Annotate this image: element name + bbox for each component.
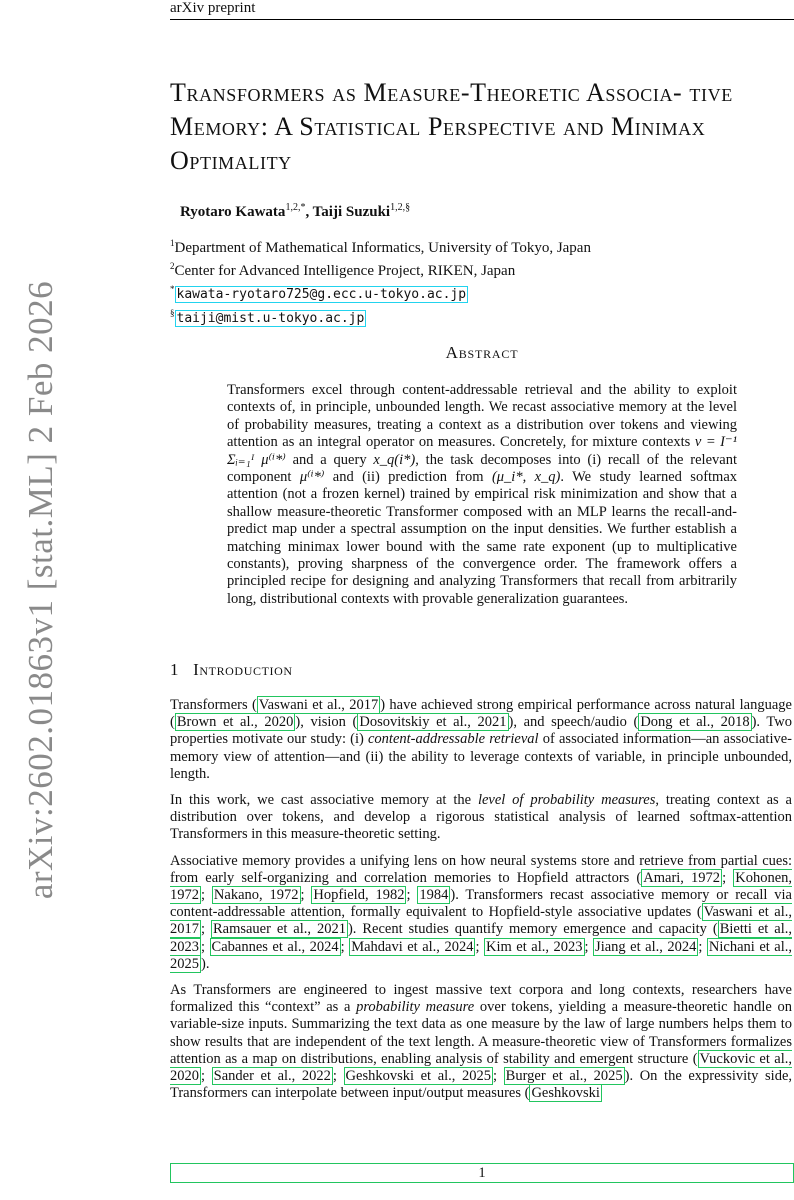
p2-emphasis: level of probability measures (477, 792, 656, 809)
p1-text: of associated information—an associative-memory view of attention—and (ii) the ability to leverage contexts of variable, in principle unbounded, length. (170, 731, 792, 782)
abstract-math-pair: (μ_i*, x_q) (491, 469, 561, 486)
p1-text: ). Two properties motivate our study: (i) (170, 714, 792, 748)
p3-text: ; (584, 938, 594, 955)
paragraph-3 (170, 853, 792, 973)
affiliation-1: Department of Mathematical Informatics, University of Tokyo, Japan (174, 240, 591, 256)
author-1: Ryotaro Kawata (180, 204, 286, 220)
p1-text: ), vision ( (295, 714, 358, 731)
p3-text: ; (300, 887, 312, 904)
p3-text: ). (201, 955, 210, 972)
p1-text: Transformers ( (170, 697, 257, 713)
p3-text: ; (201, 938, 210, 955)
header-rule (170, 19, 794, 20)
email2-mark: § (170, 308, 175, 318)
citation-link[interactable]: Jiang et al., 2024 (595, 938, 697, 955)
p4-text: ). On the expressivity side, Transformers can interpolate between input/output measures ( (170, 1068, 793, 1102)
p4-text: ; (493, 1068, 504, 1085)
aff1-mark: 1 (170, 238, 175, 248)
p3-text: ). Transformers recast associative memory or recall via content-addressable attention, formally equivalent to Hopfield-style associative updates ( (170, 887, 792, 921)
email-link-suzuki[interactable]: taiji@mist.u-tokyo.ac.jp (176, 311, 365, 326)
p1-text: ), and speech/audio ( (508, 714, 639, 731)
citation-link[interactable]: Dong et al., 2018 (640, 714, 750, 731)
abstract-heading: Abstract (445, 343, 519, 362)
abstract-text-1: Transformers excel through content-addressable retrieval and the ability to exploit contexts of, in principle, unbounded length. We recast associative memory at the level of probability measures, treating a context as a distribution over tokens and viewing attention as an integral operator on measures. Concretely, for mixture contexts (227, 382, 737, 451)
citation-link[interactable]: Ramsauer et al., 2021 (212, 921, 346, 938)
author-separator: , (305, 204, 313, 220)
running-header: arXiv preprint (170, 0, 256, 16)
citation-link[interactable]: Vaswani et al., 2017 (258, 697, 379, 713)
citation-link[interactable]: Cabannes et al., 2024 (211, 938, 339, 955)
affiliation-2: Center for Advanced Intelligence Project, RIKEN, Japan (174, 263, 516, 279)
section-heading-introduction (170, 660, 293, 680)
citation-link[interactable]: Bietti et al., 2023 (170, 921, 792, 955)
author-2: Taiji Suzuki (312, 204, 391, 220)
citation-link[interactable]: Dosovitskiy et al., 2021 (359, 714, 507, 731)
author-2-affil: 1,2,§ (390, 202, 411, 213)
p3-text: ; (475, 938, 484, 955)
citation-link[interactable]: Kohonen, 1972 (170, 869, 793, 904)
citation-link[interactable]: Mahdavi et al., 2024 (351, 938, 474, 955)
abstract-text-3: , the task decomposes into (i) recall of the relevant component (227, 451, 737, 486)
arxiv-identifier-stamp[interactable]: arXiv:2602.01863v1 [stat.ML] 2 Feb 2026 (21, 280, 60, 900)
page-number-link[interactable]: 1 (170, 1163, 794, 1183)
p1-text: ) have achieved strong empirical performance across natural language ( (170, 697, 792, 731)
paragraph-1 (170, 697, 792, 783)
p3-text: ; (340, 938, 350, 955)
aff2-mark: 2 (170, 261, 175, 271)
p3-text: ; (722, 869, 734, 886)
p4-emphasis: probability measure (356, 999, 475, 1016)
email-link-kawata[interactable]: kawata-ryotaro725@g.ecc.u-tokyo.ac.jp (176, 287, 467, 302)
abstract-math-component: μ⁽ⁱ*⁾ (299, 469, 325, 486)
abstract-text-5: . We study learned softmax attention (not a frozen kernel) trained by empirical risk minimization and show that a shallow measure-theoretic Transformer composed with an MLP learns the recall-and-predict map under a spectral assumption on the input densities. We further establish a matching minimax lower bound with the same rate exponent (up to multiplicative constants), proving sharpness of the convergence order. The framework offers a principled recipe for designing and analyzing Transformers that recall from arbitrarily long, distributional contexts with provable generalization guarantees. (227, 469, 738, 607)
p3-text: ; (201, 887, 212, 904)
section-title: Introduction (193, 660, 293, 679)
p3-text: ; (698, 938, 707, 955)
p3-text: ). Recent studies quantify memory emergence and capacity ( (347, 921, 718, 938)
p2-text: , treating context as a distribution over tokens, and develop a rigorous statistical analysis of learned softmax-attention Transformers in this measure-theoretic setting. (170, 792, 792, 843)
p2-text: In this work, we cast associative memory at the (170, 792, 478, 809)
p4-text: As Transformers are engineered to ingest massive text corpora and long contexts, researchers have formalized this “context” as a (170, 982, 792, 1016)
abstract-body (227, 382, 737, 608)
citation-link[interactable]: Vuckovic et al., 2020 (170, 1050, 792, 1085)
p4-text: ; (332, 1068, 344, 1085)
abstract-text-2: and a query (285, 451, 374, 468)
paragraph-2 (170, 792, 792, 844)
paper-title: Transformers as Measure-Theoretic Associa- tive Memory: A Statistical Perspective and Minimax Optimality (170, 78, 733, 175)
citation-link[interactable]: Hopfield, 1982 (313, 887, 405, 904)
abstract-math-mixture: ν = I⁻¹ Σᵢ₌₁ᴵ μ⁽ⁱ*⁾ (227, 434, 737, 468)
citation-link[interactable]: 1984 (419, 887, 449, 904)
p4-text: over tokens, yielding a measure-theoretic handle on variable-size inputs. Summarizing the text data as one measure by the law of large numbers helps them to show results that are independent of the text length. A measure-theoretic view of Transformers formalizes attention as a map on distributions, enabling analysis of stability and emergent structure ( (170, 999, 792, 1067)
abstract-text-4: and (ii) prediction from (324, 469, 492, 486)
introduction-body (170, 697, 792, 1111)
abstract-math-query: x_q(i*) (373, 451, 416, 468)
citation-link[interactable]: Geshkovski (531, 1085, 600, 1102)
section-number: 1 (170, 660, 180, 679)
citation-link[interactable]: Nakano, 1972 (213, 887, 299, 904)
p4-text: ; (201, 1068, 212, 1085)
citation-link[interactable]: Brown et al., 2020 (176, 714, 294, 731)
p3-text: ; (201, 921, 211, 938)
citation-link[interactable]: Amari, 1972 (643, 869, 721, 886)
p3-text: Associative memory provides a unifying lens on how neural systems store and retrieve from partial cues: from early self-organizing and correlation memories to Hopfield attractors ( (170, 852, 792, 886)
citation-link[interactable]: Nichani et al., 2025 (170, 938, 793, 972)
citation-link[interactable]: Vaswani et al., 2017 (170, 904, 792, 938)
citation-link[interactable]: Burger et al., 2025 (505, 1068, 623, 1085)
paragraph-4 (170, 982, 792, 1102)
affiliations (170, 234, 591, 328)
citation-link[interactable]: Geshkovski et al., 2025 (345, 1068, 492, 1085)
citation-link[interactable]: Sander et al., 2022 (213, 1068, 331, 1085)
p3-text: ; (406, 887, 418, 904)
author-list (180, 202, 410, 221)
email1-mark: * (170, 284, 175, 294)
citation-link[interactable]: Kim et al., 2023 (486, 938, 583, 955)
p1-emphasis: content-addressable retrieval (367, 731, 539, 748)
author-1-affil: 1,2,* (285, 202, 306, 213)
